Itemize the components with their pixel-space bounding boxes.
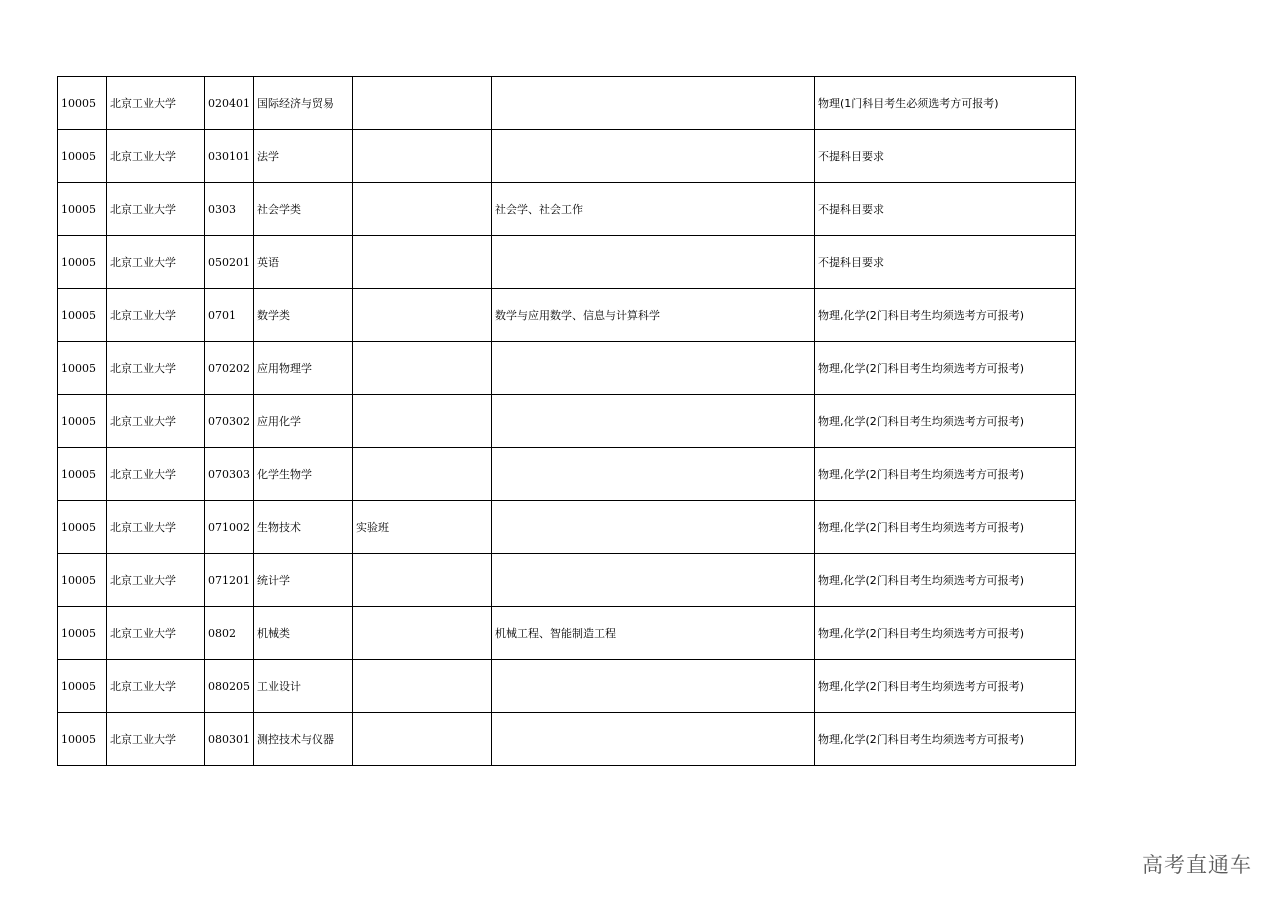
cell-major-name: 国际经济与贸易 bbox=[254, 77, 353, 130]
cell-subject-requirement: 物理,化学(2门科目考生均须选考方可报考) bbox=[815, 713, 1076, 766]
table-row bbox=[58, 660, 1076, 713]
cell-major-note bbox=[353, 236, 492, 289]
cell-major-note bbox=[353, 289, 492, 342]
cell-major-note bbox=[353, 607, 492, 660]
cell-school-name: 北京工业大学 bbox=[107, 183, 205, 236]
cell-subject-requirement: 不提科目要求 bbox=[815, 236, 1076, 289]
table-row bbox=[58, 342, 1076, 395]
majors-table bbox=[57, 76, 1076, 766]
cell-major-name: 英语 bbox=[254, 236, 353, 289]
cell-school-code: 10005 bbox=[58, 289, 107, 342]
cell-school-name: 北京工业大学 bbox=[107, 130, 205, 183]
cell-school-name: 北京工业大学 bbox=[107, 289, 205, 342]
cell-included-majors: 机械工程、智能制造工程 bbox=[492, 607, 815, 660]
cell-school-code: 10005 bbox=[58, 554, 107, 607]
cell-subject-requirement: 物理,化学(2门科目考生均须选考方可报考) bbox=[815, 448, 1076, 501]
table-row bbox=[58, 713, 1076, 766]
table-row bbox=[58, 448, 1076, 501]
cell-included-majors bbox=[492, 501, 815, 554]
cell-major-name: 法学 bbox=[254, 130, 353, 183]
cell-school-code: 10005 bbox=[58, 130, 107, 183]
cell-school-code: 10005 bbox=[58, 660, 107, 713]
cell-major-name: 机械类 bbox=[254, 607, 353, 660]
cell-subject-requirement: 物理,化学(2门科目考生均须选考方可报考) bbox=[815, 554, 1076, 607]
cell-major-note: 实验班 bbox=[353, 501, 492, 554]
cell-included-majors bbox=[492, 342, 815, 395]
cell-school-name: 北京工业大学 bbox=[107, 660, 205, 713]
cell-major-note bbox=[353, 77, 492, 130]
cell-major-name: 统计学 bbox=[254, 554, 353, 607]
cell-major-note bbox=[353, 448, 492, 501]
cell-subject-requirement: 物理,化学(2门科目考生均须选考方可报考) bbox=[815, 342, 1076, 395]
cell-major-note bbox=[353, 342, 492, 395]
cell-included-majors bbox=[492, 448, 815, 501]
cell-major-name: 社会学类 bbox=[254, 183, 353, 236]
cell-major-name: 应用物理学 bbox=[254, 342, 353, 395]
cell-school-code: 10005 bbox=[58, 607, 107, 660]
cell-included-majors: 社会学、社会工作 bbox=[492, 183, 815, 236]
cell-school-code: 10005 bbox=[58, 448, 107, 501]
cell-school-name: 北京工业大学 bbox=[107, 713, 205, 766]
cell-school-code: 10005 bbox=[58, 183, 107, 236]
cell-major-code: 071002 bbox=[205, 501, 254, 554]
cell-major-note bbox=[353, 554, 492, 607]
cell-major-note bbox=[353, 130, 492, 183]
cell-school-name: 北京工业大学 bbox=[107, 236, 205, 289]
cell-school-name: 北京工业大学 bbox=[107, 501, 205, 554]
table-row bbox=[58, 77, 1076, 130]
table-row bbox=[58, 130, 1076, 183]
table-row bbox=[58, 395, 1076, 448]
cell-major-code: 0303 bbox=[205, 183, 254, 236]
cell-included-majors bbox=[492, 130, 815, 183]
cell-major-code: 080301 bbox=[205, 713, 254, 766]
cell-included-majors bbox=[492, 660, 815, 713]
table-row bbox=[58, 289, 1076, 342]
table-row bbox=[58, 607, 1076, 660]
cell-subject-requirement: 物理,化学(2门科目考生均须选考方可报考) bbox=[815, 289, 1076, 342]
table-row bbox=[58, 501, 1076, 554]
cell-school-name: 北京工业大学 bbox=[107, 395, 205, 448]
cell-major-code: 050201 bbox=[205, 236, 254, 289]
cell-school-code: 10005 bbox=[58, 501, 107, 554]
cell-major-code: 030101 bbox=[205, 130, 254, 183]
cell-major-name: 化学生物学 bbox=[254, 448, 353, 501]
watermark-text: 高考直通车 bbox=[1142, 853, 1252, 877]
cell-included-majors: 数学与应用数学、信息与计算科学 bbox=[492, 289, 815, 342]
cell-included-majors bbox=[492, 713, 815, 766]
cell-major-name: 生物技术 bbox=[254, 501, 353, 554]
table-row bbox=[58, 554, 1076, 607]
cell-major-name: 数学类 bbox=[254, 289, 353, 342]
cell-included-majors bbox=[492, 236, 815, 289]
table-row bbox=[58, 236, 1076, 289]
cell-major-name: 工业设计 bbox=[254, 660, 353, 713]
cell-major-name: 应用化学 bbox=[254, 395, 353, 448]
cell-included-majors bbox=[492, 77, 815, 130]
cell-major-code: 070303 bbox=[205, 448, 254, 501]
cell-major-code: 0701 bbox=[205, 289, 254, 342]
cell-major-code: 0802 bbox=[205, 607, 254, 660]
cell-major-code: 020401 bbox=[205, 77, 254, 130]
cell-subject-requirement: 物理,化学(2门科目考生均须选考方可报考) bbox=[815, 607, 1076, 660]
cell-subject-requirement: 不提科目要求 bbox=[815, 183, 1076, 236]
cell-school-name: 北京工业大学 bbox=[107, 554, 205, 607]
cell-major-note bbox=[353, 395, 492, 448]
cell-school-code: 10005 bbox=[58, 77, 107, 130]
cell-major-note bbox=[353, 183, 492, 236]
table-body bbox=[58, 77, 1076, 766]
cell-major-code: 070302 bbox=[205, 395, 254, 448]
cell-school-name: 北京工业大学 bbox=[107, 342, 205, 395]
cell-school-code: 10005 bbox=[58, 342, 107, 395]
cell-subject-requirement: 物理(1门科目考生必须选考方可报考) bbox=[815, 77, 1076, 130]
cell-subject-requirement: 物理,化学(2门科目考生均须选考方可报考) bbox=[815, 501, 1076, 554]
cell-major-code: 070202 bbox=[205, 342, 254, 395]
cell-included-majors bbox=[492, 554, 815, 607]
cell-subject-requirement: 物理,化学(2门科目考生均须选考方可报考) bbox=[815, 395, 1076, 448]
cell-major-name: 测控技术与仪器 bbox=[254, 713, 353, 766]
cell-major-code: 080205 bbox=[205, 660, 254, 713]
cell-subject-requirement: 物理,化学(2门科目考生均须选考方可报考) bbox=[815, 660, 1076, 713]
cell-school-code: 10005 bbox=[58, 236, 107, 289]
cell-school-code: 10005 bbox=[58, 395, 107, 448]
cell-major-note bbox=[353, 660, 492, 713]
cell-major-note bbox=[353, 713, 492, 766]
cell-school-name: 北京工业大学 bbox=[107, 607, 205, 660]
cell-major-code: 071201 bbox=[205, 554, 254, 607]
cell-school-name: 北京工业大学 bbox=[107, 448, 205, 501]
cell-school-code: 10005 bbox=[58, 713, 107, 766]
cell-subject-requirement: 不提科目要求 bbox=[815, 130, 1076, 183]
cell-school-name: 北京工业大学 bbox=[107, 77, 205, 130]
cell-included-majors bbox=[492, 395, 815, 448]
table-row bbox=[58, 183, 1076, 236]
